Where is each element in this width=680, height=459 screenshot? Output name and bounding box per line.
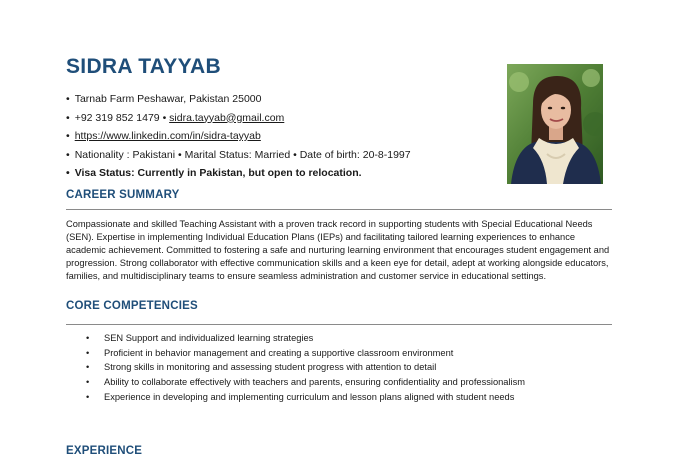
profile-photo: [507, 64, 603, 184]
candidate-name: SIDRA TAYYAB: [66, 55, 221, 78]
career-summary-heading: CAREER SUMMARY: [66, 189, 180, 201]
phone: +92 319 852 1479: [74, 111, 160, 124]
address: • Tarnab Farm Peshawar, Pakistan 25000: [66, 90, 411, 109]
career-summary-text: Compassionate and skilled Teaching Assistant with a proven track record in supporting students with Special Educational Needs (SEN). Expertise in implementing Individual Education Plans (IEPs) and facilitating tailored learning experiences to enhance academic achievement. Committed to fostering a safe and nurturing learning environment that encourages student engagement and progression. Strong collaborator with effective communication skills and a keen eye for detail, adept at working alongside educators, families, and multidisciplinary teams to ensure seamless administration and customer service in educational settings.: [66, 219, 610, 281]
visa-status: • Visa Status: Currently in Pakistan, but open to relocation.: [66, 164, 411, 183]
core-competencies-heading: CORE COMPETENCIES: [66, 300, 198, 312]
email-link[interactable]: sidra.tayyab@gmail.com: [169, 111, 285, 124]
list-item: • Proficient in behavior management and creating a supportive classroom environment: [86, 346, 525, 361]
core-competencies-list: [86, 331, 525, 404]
list-item: • Ability to collaborate effectively with teachers and parents, ensuring confidentiality and professionalism: [86, 375, 525, 390]
career-summary-divider: [66, 209, 612, 210]
linkedin-line: [66, 127, 411, 146]
experience-heading: EXPERIENCE: [66, 445, 143, 457]
phone-email-line: • +92 319 852 1479 • sidra.tayyab@gmail.com: [66, 109, 411, 128]
profile-photo-image: [507, 64, 603, 184]
personal-details: • Nationality : Pakistani • Marital Status: Married • Date of birth: 20-8-1997: [66, 146, 411, 165]
list-item: • SEN Support and individualized learning strategies: [86, 331, 525, 346]
core-competencies-divider: [66, 324, 612, 325]
list-item: • Experience in developing and implementing curriculum and lesson plans aligned with student needs: [86, 390, 525, 405]
linkedin-link[interactable]: https://www.linkedin.com/in/sidra-tayyab: [74, 130, 261, 142]
list-item: • Strong skills in monitoring and assessing student progress with attention to detail: [86, 360, 525, 375]
contact-list: [66, 90, 411, 183]
